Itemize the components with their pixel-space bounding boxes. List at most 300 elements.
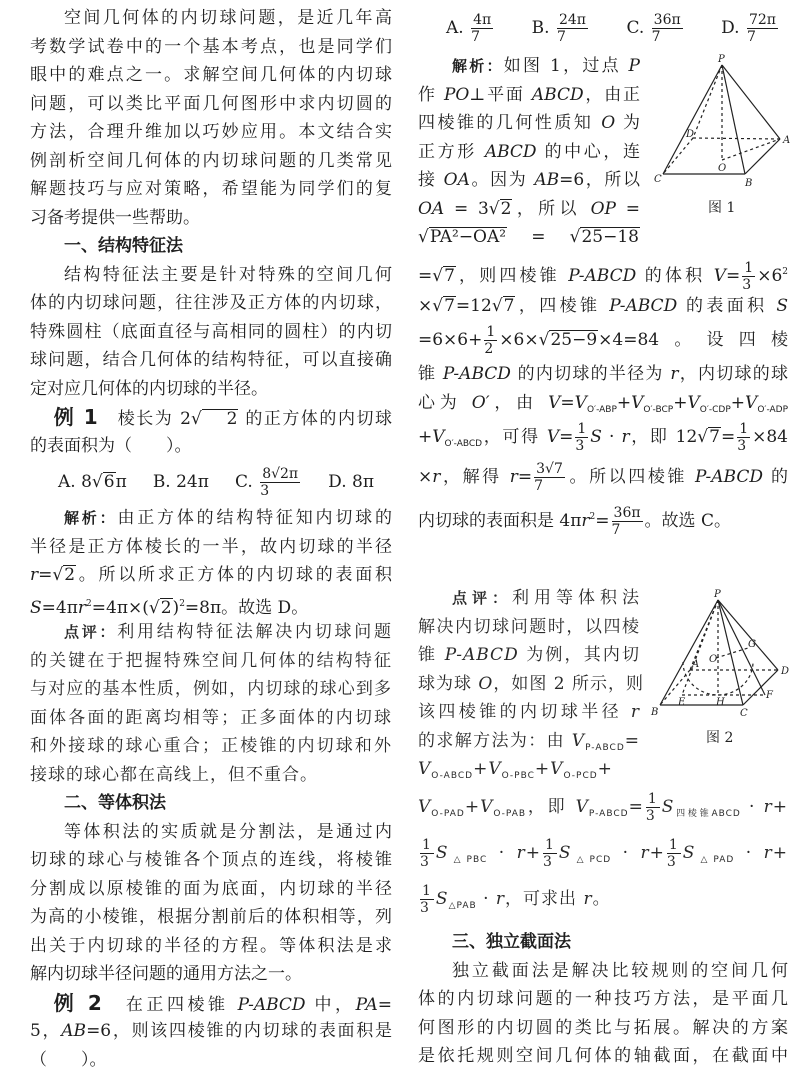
- text-run: 在正四棱锥: [101, 994, 238, 1015]
- math-variable: P-ABCD: [444, 645, 519, 665]
- text-line: [30, 732, 392, 761]
- text-line: [418, 109, 640, 138]
- math-variable: P-ABCD: [609, 295, 678, 316]
- math-variable: V: [713, 265, 727, 286]
- subscript: O-PCD: [563, 771, 598, 781]
- subscript: O′-ABCD: [444, 439, 483, 449]
- answer-option: [721, 4, 780, 52]
- text-run: +: [772, 842, 789, 863]
- fraction-numerator: 1: [577, 421, 587, 437]
- subscript: △PAD: [695, 854, 735, 865]
- text-run: 接: [418, 170, 444, 190]
- fig2-label-e: E: [678, 697, 686, 708]
- text-run: =8π。故选 D。: [184, 597, 309, 618]
- text-run: =: [595, 511, 610, 531]
- text-line: [418, 389, 788, 418]
- text-run: =4π×(: [91, 597, 149, 618]
- radical-sign-icon: √: [432, 265, 444, 286]
- fraction-denominator: 3: [742, 276, 752, 293]
- text-run: +: [616, 392, 632, 413]
- text-run: 体的内切球问题，往往涉及正方体的内切球，: [30, 293, 392, 313]
- math-variable: V: [575, 796, 589, 817]
- fig1-label-c: C: [654, 174, 662, 185]
- text-run: 结构特征法主要是针对特殊的空间几何: [64, 264, 392, 285]
- square-root: [492, 296, 516, 316]
- text-line: [418, 223, 640, 252]
- subscript: △PBC: [448, 854, 488, 865]
- section-heading: [30, 789, 392, 818]
- text-run: =12: [455, 295, 492, 316]
- radicand: 7: [503, 295, 515, 316]
- text-run: 的表面积: [677, 295, 777, 316]
- text-run: +: [772, 796, 789, 817]
- subscript: O′-CDP: [699, 404, 731, 415]
- text-line: [418, 195, 640, 224]
- text-run: =6×6+: [418, 330, 483, 350]
- fraction-denominator: 3: [737, 438, 747, 454]
- text-run: 眼中的难点之一。求解空间几何体的内切球: [30, 65, 392, 85]
- text-line: [30, 61, 392, 90]
- fig2-label-c: C: [740, 708, 748, 719]
- text-run: ×: [418, 467, 433, 487]
- text-run: 出关于内切球的半径的方程。等体积法是求: [30, 935, 392, 956]
- text-run: 为高的小棱锥，根据分割前后的体积相等，列: [30, 907, 392, 927]
- text-run: 空间几何体的内切球问题，是近几年高: [64, 8, 392, 28]
- math-variable: V: [418, 796, 432, 817]
- text-line: [30, 4, 392, 33]
- subscript: O′-ABP: [586, 404, 617, 415]
- fraction: [471, 12, 493, 45]
- text-line: [30, 533, 392, 562]
- text-run: =: [38, 565, 53, 585]
- subscript: O′-ADP: [757, 404, 789, 415]
- text-run: ×6: [757, 265, 783, 286]
- text-line: [418, 497, 788, 537]
- text-line: [418, 252, 788, 292]
- math-variable: r: [670, 364, 679, 384]
- text-run: 二、等体积法: [64, 793, 166, 813]
- text-run: =6，所以: [559, 170, 641, 190]
- math-variable: V: [631, 392, 644, 413]
- superscript: 2: [86, 598, 92, 609]
- radical-sign-icon: √: [91, 472, 103, 492]
- square-root: [92, 472, 116, 492]
- text-run: ，如图 2 所示，则: [493, 673, 644, 694]
- text-run: ，由: [489, 392, 549, 413]
- math-variable: ABCD: [484, 141, 537, 162]
- example-label: 例 2: [53, 990, 102, 1015]
- text-run: =: [418, 265, 433, 286]
- text-line: [418, 320, 788, 360]
- math-variable: S: [682, 842, 696, 863]
- subscript: O-ABCD: [431, 771, 474, 781]
- text-run: 四棱锥的几何性质知: [418, 113, 602, 133]
- text-run: B.: [531, 18, 555, 38]
- text-run: +: [534, 759, 551, 779]
- text-run: A. 8: [58, 472, 92, 492]
- text-line: [418, 830, 788, 876]
- text-run: 。所以所求正方体的内切球的表面积: [76, 565, 392, 585]
- text-line: [30, 147, 392, 176]
- answer-option: [153, 460, 209, 504]
- math-variable: V: [745, 392, 758, 413]
- text-line: [30, 318, 392, 347]
- text-run: +: [473, 759, 489, 779]
- text-run: 等体积法的实质就是分割法，是通过内: [64, 821, 392, 842]
- fig1-label-b: B: [745, 178, 753, 189]
- math-variable: r: [516, 842, 526, 863]
- text-line: [30, 818, 392, 847]
- fraction-numerator: 1: [668, 836, 679, 853]
- text-run: 体的内切球问题的一种技巧方法，是平面几: [418, 989, 788, 1009]
- math-variable: OA: [443, 170, 470, 190]
- math-variable: OP: [590, 198, 617, 219]
- math-variable: OA: [418, 198, 445, 219]
- math-variable: S: [661, 796, 675, 817]
- answer-options: [30, 460, 392, 504]
- text-run: 解决内切球问题时，以四棱: [418, 616, 640, 637]
- text-run: 问题，可以类比平面几何图形中求内切圆的: [30, 93, 392, 114]
- text-run: +: [418, 427, 433, 447]
- text-line: [30, 675, 392, 704]
- text-line: [418, 1014, 788, 1043]
- fraction-numerator: 1: [544, 836, 555, 853]
- fig1-label-o: O: [718, 163, 727, 174]
- text-line: [418, 613, 640, 642]
- subscript: O′-BCP: [643, 404, 674, 415]
- text-run: 。所以四棱锥: [566, 467, 696, 487]
- text-run: =6，则该四棱锥的内切球的表面积是: [86, 1021, 392, 1041]
- section-heading: [418, 928, 788, 957]
- square-root: [489, 199, 513, 219]
- fraction-numerator: 1: [739, 421, 749, 437]
- text-run: 的体积: [636, 265, 714, 286]
- radical-sign-icon: √: [491, 295, 503, 316]
- text-run: 球问题，结合几何体的结构特征，可以直接确: [30, 350, 392, 370]
- text-run: 锥: [418, 645, 445, 665]
- math-variable: r: [581, 511, 590, 531]
- text-run: 为: [615, 113, 641, 133]
- text-line: [418, 81, 640, 110]
- math-variable: P-ABCD: [695, 467, 764, 487]
- math-variable: P-ABCD: [568, 265, 637, 286]
- text-line: [30, 618, 392, 647]
- math-variable: r: [30, 565, 39, 585]
- math-variable: PA: [355, 994, 378, 1015]
- math-variable: r: [77, 597, 87, 618]
- text-run: 心为: [418, 392, 472, 413]
- math-variable: P-ABCD: [237, 994, 306, 1015]
- text-run: B. 24π: [152, 472, 209, 492]
- text-run: =4π: [41, 597, 78, 618]
- text-run: 棱长为 2: [97, 409, 191, 429]
- fraction-denominator: 3: [420, 899, 430, 916]
- text-line: [30, 403, 392, 432]
- fraction-denominator: 3: [542, 853, 553, 870]
- text-run: 的内切球的半径为: [510, 364, 671, 384]
- square-root: [570, 227, 640, 247]
- text-line: [418, 1042, 788, 1071]
- fraction-numerator: 1: [422, 836, 432, 853]
- text-run: ，可求出: [505, 888, 584, 909]
- text-run: π: [115, 472, 127, 492]
- fraction-denominator: 7: [534, 478, 544, 494]
- radical-sign-icon: √: [569, 227, 581, 247]
- math-variable: V: [480, 796, 494, 817]
- text-run: =: [377, 994, 392, 1015]
- text-run: +: [525, 842, 541, 863]
- text-line: [30, 647, 392, 676]
- text-run: =: [624, 730, 640, 751]
- fraction: [557, 12, 588, 45]
- text-run: +: [649, 842, 665, 863]
- subscript: O-PBC: [501, 771, 535, 781]
- example-label: 例 1: [53, 405, 98, 429]
- math-variable: r: [432, 467, 441, 487]
- math-variable: V: [571, 730, 586, 751]
- subscript: △PCD: [571, 854, 612, 865]
- fraction: [747, 12, 778, 45]
- text-run: 正方形: [418, 141, 485, 162]
- math-variable: S: [558, 842, 572, 863]
- text-line: [30, 432, 392, 461]
- text-run: 。因为: [469, 170, 535, 190]
- fig1-caption: 图 1: [708, 200, 736, 216]
- text-run: ，即 12: [629, 427, 698, 447]
- text-run: ，解得: [440, 467, 510, 487]
- text-line: [418, 52, 640, 81]
- text-run: 考数学试卷中的一个基本考点，也是同学们: [30, 36, 392, 57]
- square-root: [432, 266, 456, 286]
- text-run: ×84: [752, 427, 788, 447]
- fig2-label-b: B: [651, 707, 659, 718]
- subscript: O-PAB: [493, 808, 527, 819]
- math-variable: V: [550, 759, 564, 779]
- fraction-denominator: 7: [471, 29, 481, 45]
- text-line: [418, 417, 788, 457]
- fraction: [612, 505, 643, 538]
- fig2-label-a: A: [692, 659, 700, 670]
- text-line: [30, 504, 392, 533]
- fraction-numerator: 8√2π: [262, 466, 299, 482]
- text-run: 分割成以原棱锥的面为底面，内切球的半径: [30, 878, 392, 899]
- label-bold: 点评：: [64, 623, 118, 641]
- right-column-comment: [418, 584, 788, 922]
- text-line: [418, 138, 640, 167]
- text-run: 例剖析空间几何体的内切球问题的几类常见: [30, 150, 392, 171]
- fraction: [742, 260, 755, 293]
- text-line: [30, 846, 392, 875]
- math-variable: V: [432, 427, 445, 447]
- text-run: +: [464, 796, 481, 817]
- answer-option: [446, 4, 495, 52]
- math-variable: r: [630, 702, 640, 722]
- fig1-label-a: A: [783, 135, 791, 146]
- text-line: [30, 761, 392, 790]
- text-run: 5，: [30, 1021, 62, 1041]
- fraction: [260, 466, 300, 499]
- text-run: 的表面积为（ ）。: [30, 435, 192, 456]
- math-variable: S: [776, 295, 788, 316]
- text-run: 内切球的表面积是 4π: [418, 511, 582, 531]
- radical-sign-icon: √: [488, 198, 500, 219]
- square-root: [191, 409, 238, 429]
- radicand: 25−18: [581, 227, 639, 247]
- text-line: [30, 932, 392, 961]
- text-run: ·: [476, 888, 496, 909]
- answer-option: [235, 460, 302, 504]
- fig2-label-f: F: [766, 690, 773, 701]
- text-run: +: [673, 392, 688, 413]
- math-variable: r: [509, 467, 518, 487]
- fraction-numerator: 36π: [653, 12, 681, 28]
- fraction-numerator: 36π: [613, 505, 641, 521]
- fraction-denominator: 2: [484, 341, 494, 357]
- text-run: A.: [446, 18, 470, 38]
- text-run: 中，: [305, 994, 356, 1015]
- text-run: 与对应的基本性质，例如，内切球的球心到多: [30, 679, 392, 699]
- text-line: [30, 561, 392, 590]
- text-line: [418, 784, 788, 830]
- fig1-label-p: P: [718, 54, 725, 65]
- subscript: P-ABCD: [585, 742, 625, 753]
- math-variable: r: [621, 427, 630, 447]
- fraction-numerator: 1: [744, 259, 754, 276]
- answer-option: [626, 4, 684, 52]
- text-run: 一、结构特征法: [64, 236, 183, 256]
- text-run: D.: [721, 18, 745, 38]
- text-line: [30, 1046, 392, 1075]
- math-variable: S: [435, 888, 449, 909]
- radical-sign-icon: √: [697, 427, 709, 447]
- text-run: 球为球: [418, 673, 479, 694]
- radical-sign-icon: √: [52, 565, 64, 585]
- fig1-label-d: D: [686, 129, 695, 140]
- math-variable: r: [763, 796, 773, 817]
- text-run: ): [172, 597, 180, 618]
- text-run: 。故选 C。: [644, 511, 731, 531]
- square-root: [418, 227, 507, 247]
- fraction-numerator: 24π: [558, 12, 586, 28]
- label-bold: 点评：: [452, 589, 512, 607]
- fraction-denominator: 7: [651, 29, 661, 45]
- fraction-numerator: 1: [647, 790, 658, 807]
- superscript: 2: [589, 512, 596, 522]
- math-variable: PO: [443, 84, 470, 105]
- text-run: =: [616, 198, 641, 219]
- text-run: 是依托规则空间几何体的轴截面，在截面中: [418, 1046, 788, 1066]
- text-run: 的: [763, 467, 789, 487]
- fig2-caption: 图 2: [706, 730, 734, 746]
- text-line: [418, 360, 788, 389]
- text-run: ·: [601, 427, 622, 447]
- text-run: 解题技巧与应对策略，希望能为同学们的复: [30, 179, 392, 199]
- text-run: 接球的球心都在高线上，但不重合。: [30, 764, 318, 785]
- radicand: 2: [500, 198, 512, 219]
- text-run: C.: [626, 18, 650, 38]
- text-run: 利用结构特征法解决内切球问题: [117, 622, 392, 642]
- text-run: 特殊圆柱（底面直径与高相同的圆柱）的内切: [30, 321, 392, 342]
- section-heading: [30, 232, 392, 261]
- fraction-denominator: 7: [556, 29, 566, 45]
- text-run: ·: [734, 842, 764, 863]
- label-bold: 解析：: [452, 57, 504, 75]
- text-run: 半径是正方体棱长的一半，故内切球的半径: [30, 536, 392, 557]
- square-root: [149, 598, 173, 618]
- text-line: [418, 641, 640, 670]
- radicand: 2: [64, 565, 76, 585]
- math-variable: S: [435, 842, 449, 863]
- text-line: [418, 670, 644, 699]
- text-line: [30, 875, 392, 904]
- fraction-denominator: 3: [645, 807, 656, 824]
- math-variable: O′: [471, 392, 490, 413]
- math-variable: O: [601, 113, 616, 133]
- math-variable: AB: [61, 1021, 87, 1041]
- right-column-solution: [418, 4, 791, 538]
- text-run: ·: [740, 796, 764, 817]
- text-run: 何图形的内切圆的类比与拓展。解决的方案: [418, 1017, 788, 1038]
- text-line: [30, 204, 392, 233]
- text-run: ×4=84。设四棱: [598, 330, 788, 350]
- radicand: 6: [103, 472, 115, 492]
- fraction-numerator: 3√7: [536, 461, 563, 477]
- answer-option: [328, 460, 374, 504]
- math-variable: V: [548, 392, 561, 413]
- fraction-numerator: 4π: [473, 12, 492, 28]
- text-run: 的求解方法为：由: [418, 730, 572, 751]
- square-root: [432, 296, 456, 316]
- text-line: [418, 166, 640, 195]
- text-line: [418, 698, 640, 727]
- text-line: [30, 590, 392, 619]
- superscript: 2: [782, 266, 789, 277]
- text-run: =: [517, 467, 533, 487]
- fig2-label-d: D: [781, 666, 790, 677]
- text-run: 三、独立截面法: [452, 932, 571, 952]
- text-run: 如图 1，过点: [503, 56, 629, 76]
- fraction-denominator: 3: [575, 438, 585, 454]
- math-variable: V: [546, 427, 560, 447]
- text-run: C.: [234, 472, 259, 492]
- math-variable: r: [495, 888, 506, 909]
- label-bold: 解析：: [64, 509, 118, 527]
- text-run: 的正方体的内切球: [238, 409, 392, 429]
- radical-sign-icon: √: [418, 227, 429, 247]
- radical-sign-icon: √: [538, 330, 550, 350]
- fig2-label-o: O: [709, 654, 718, 665]
- text-line: [30, 903, 392, 932]
- text-line: [418, 876, 788, 922]
- text-run: = 3: [444, 198, 489, 219]
- subscript: 四棱锥ABCD: [674, 808, 741, 819]
- text-run: ，内切球的球: [678, 364, 789, 384]
- text-line: [30, 90, 392, 119]
- text-run: =: [628, 796, 644, 817]
- text-run: D. 8π: [328, 472, 374, 492]
- text-run: ，所以: [512, 198, 591, 219]
- text-run: =: [720, 427, 736, 447]
- text-run: =: [560, 392, 575, 413]
- fraction: [534, 461, 565, 494]
- text-run: +: [597, 759, 613, 779]
- answer-option: [58, 460, 127, 504]
- text-line: [30, 960, 392, 989]
- fraction-denominator: 3: [260, 483, 270, 499]
- text-run: 。: [592, 888, 611, 909]
- radicand: 7: [444, 295, 455, 316]
- fraction: [484, 324, 497, 357]
